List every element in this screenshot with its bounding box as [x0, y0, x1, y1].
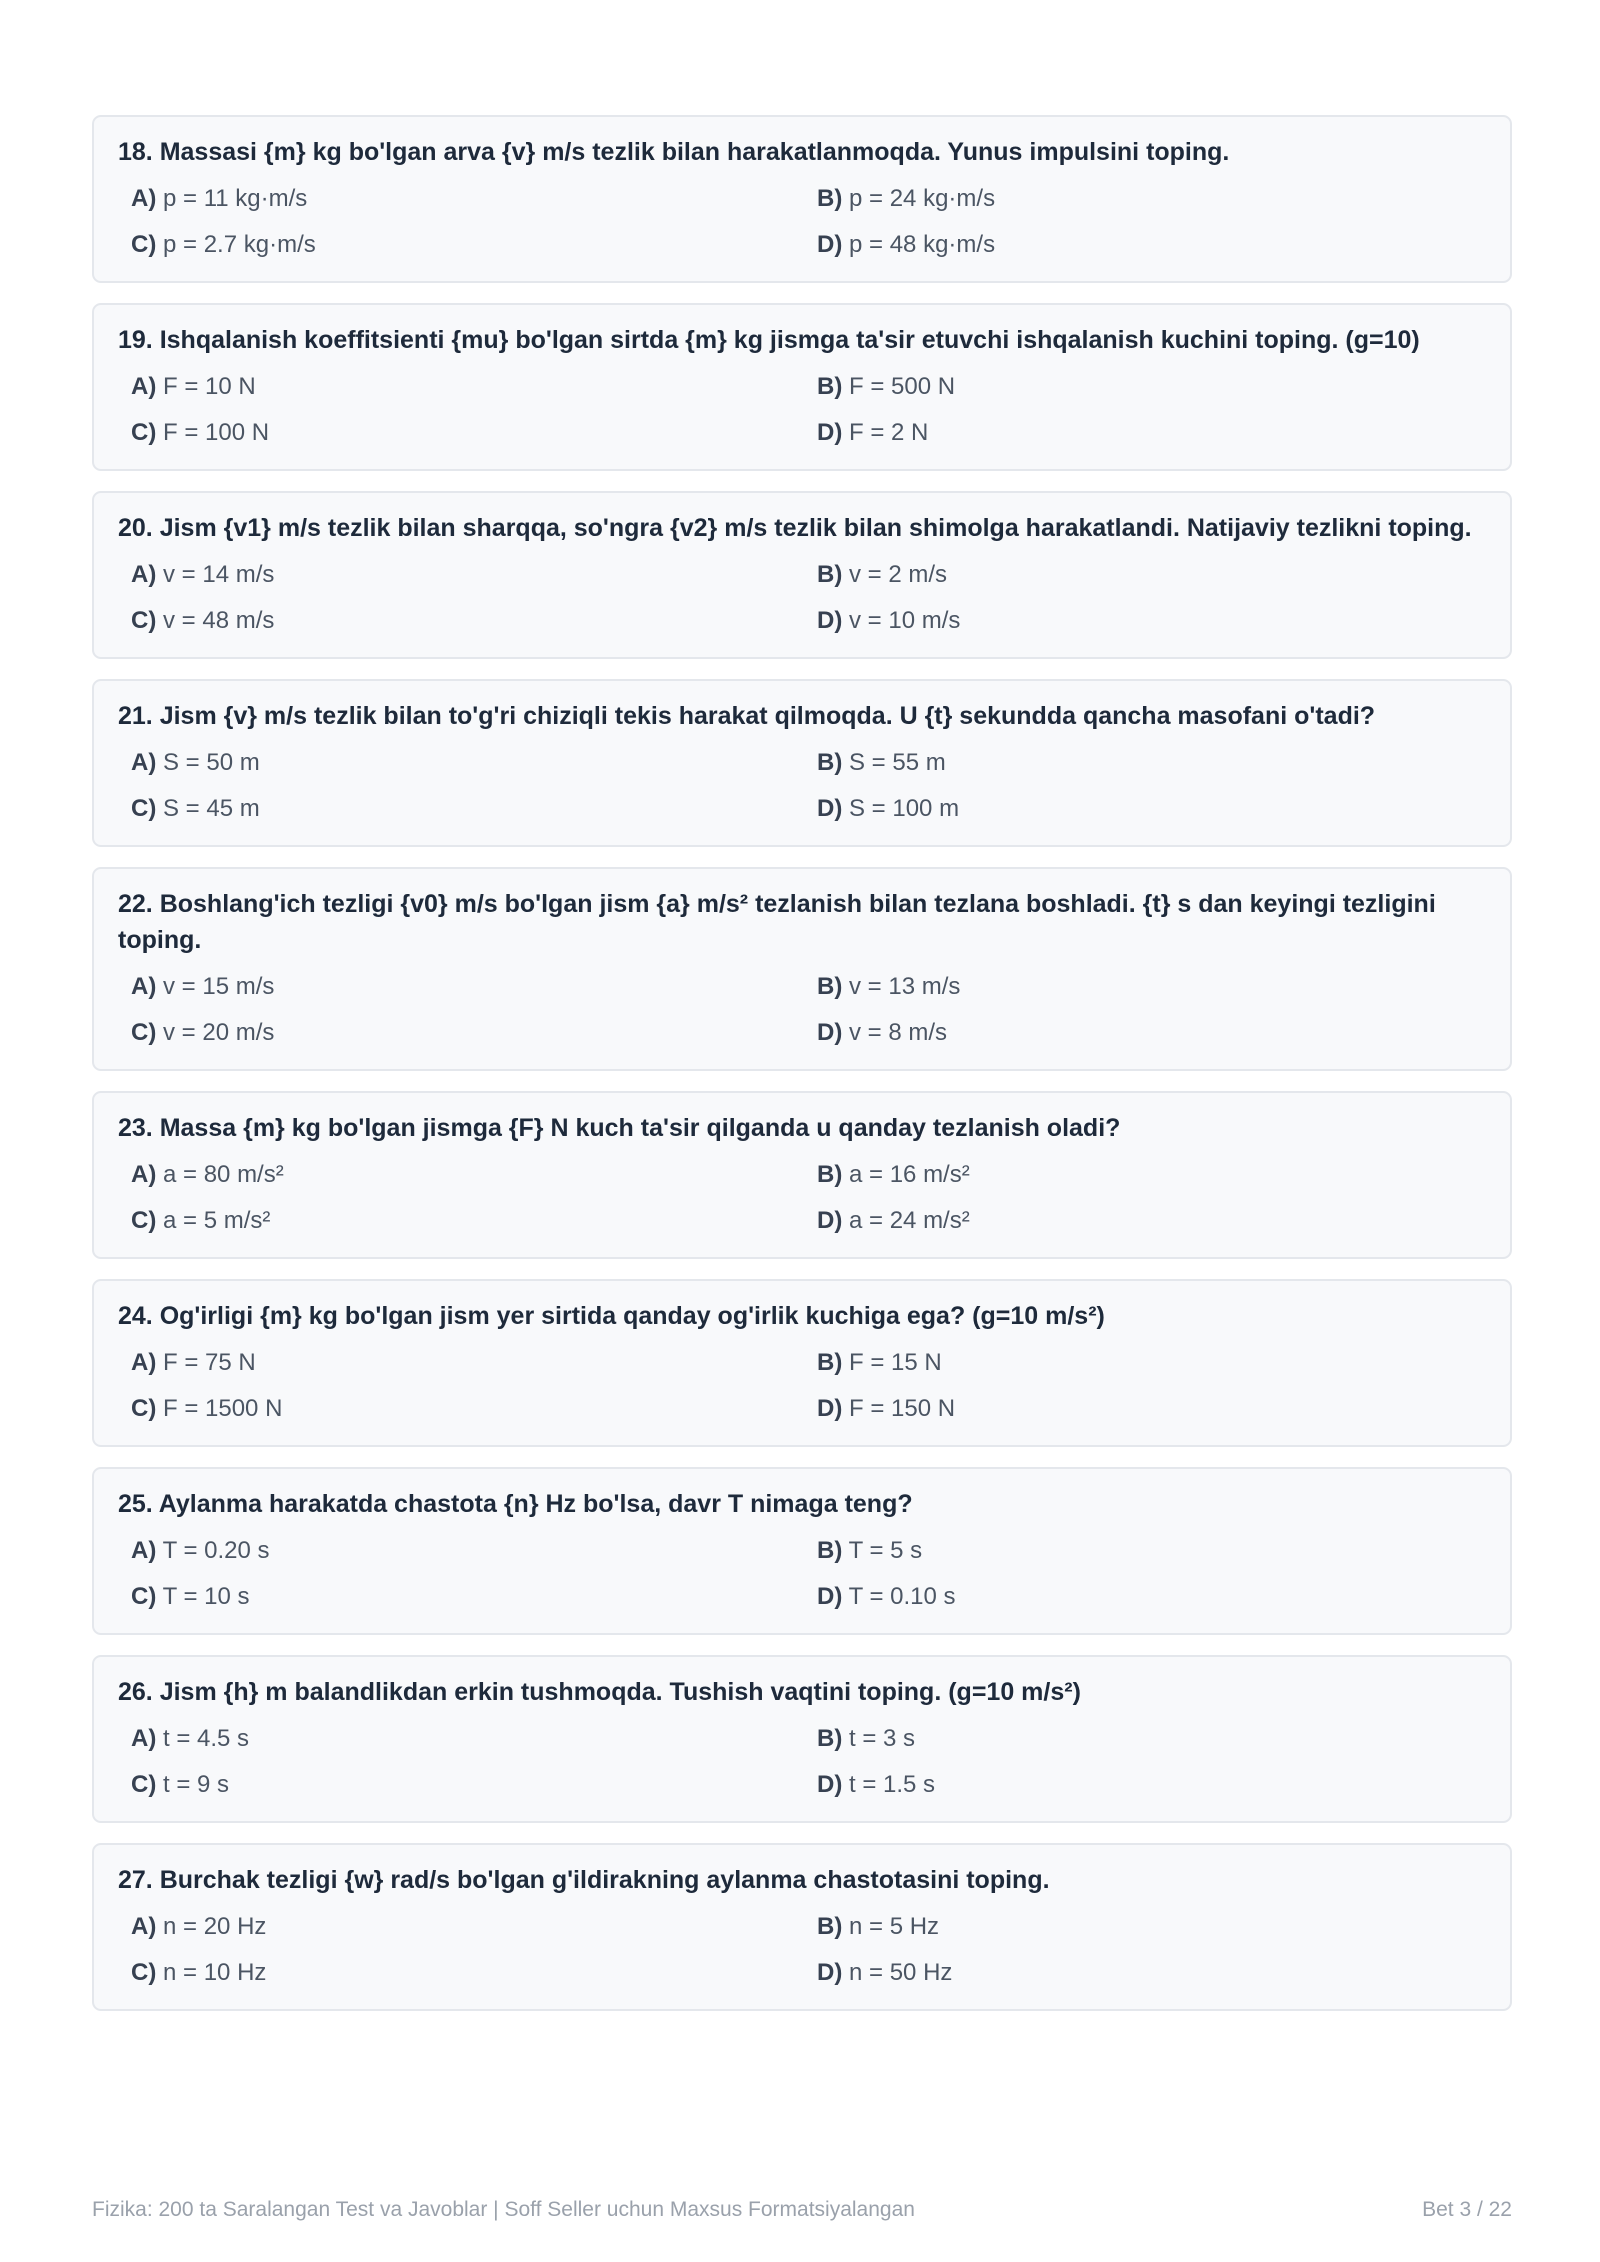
question-card-22	[92, 867, 1512, 1071]
answer-options	[118, 969, 1486, 1051]
option-text: v = 15 m/s	[163, 973, 275, 1000]
answer-options	[118, 1157, 1486, 1239]
answer-options	[118, 181, 1486, 263]
option-text: t = 1.5 s	[849, 1771, 936, 1798]
question-card-19	[92, 303, 1512, 471]
option-b	[817, 369, 1503, 405]
option-letter: D)	[817, 1207, 843, 1234]
option-text: S = 45 m	[163, 795, 260, 822]
option-letter: A)	[131, 973, 157, 1000]
answer-options	[118, 557, 1486, 639]
option-text: a = 80 m/s²	[163, 1161, 284, 1188]
option-text: F = 15 N	[849, 1349, 942, 1376]
option-letter: B)	[817, 1537, 843, 1564]
option-text: v = 2 m/s	[849, 561, 948, 588]
option-b	[817, 181, 1503, 217]
option-letter: A)	[131, 1725, 157, 1752]
option-text: T = 10 s	[162, 1583, 250, 1610]
option-letter: A)	[131, 749, 157, 776]
option-c	[131, 791, 817, 827]
option-text: S = 50 m	[163, 749, 260, 776]
option-letter: C)	[131, 419, 157, 446]
option-c	[131, 1579, 817, 1615]
option-text: T = 5 s	[848, 1537, 923, 1564]
option-text: F = 150 N	[849, 1395, 956, 1422]
option-letter: C)	[131, 607, 157, 634]
question-text: 19. Ishqalanish koeffitsienti {mu} bo'lgan sirtda {m} kg jismga ta'sir etuvchi ishqalanish kuchini toping. (g=10)	[118, 326, 1420, 354]
question-card-21	[92, 679, 1512, 847]
option-text: F = 10 N	[163, 373, 256, 400]
question-text: 21. Jism {v} m/s tezlik bilan to'g'ri chiziqli tekis harakat qilmoqda. U {t} sekundda qancha masofani o'tadi?	[118, 702, 1376, 730]
option-letter: D)	[817, 795, 843, 822]
option-letter: C)	[131, 795, 157, 822]
option-letter: A)	[131, 373, 157, 400]
option-text: p = 11 kg·m/s	[163, 185, 308, 212]
option-letter: B)	[817, 561, 843, 588]
question-text: 27. Burchak tezligi {w} rad/s bo'lgan g'ildirakning aylanma chastotasini toping.	[118, 1866, 1050, 1894]
option-text: a = 24 m/s²	[849, 1207, 970, 1234]
option-letter: C)	[131, 1019, 157, 1046]
option-text: n = 20 Hz	[163, 1913, 267, 1940]
question-text: 20. Jism {v1} m/s tezlik bilan sharqqa, so'ngra {v2} m/s tezlik bilan shimolga harakatlandi. Natijaviy tezlikni toping.	[118, 514, 1472, 542]
option-letter: C)	[131, 1771, 157, 1798]
option-text: T = 0.20 s	[162, 1537, 270, 1564]
option-d	[817, 1767, 1503, 1803]
option-text: v = 10 m/s	[849, 607, 961, 634]
answer-options	[118, 369, 1486, 451]
answer-options	[118, 1721, 1486, 1803]
question-card-24	[92, 1279, 1512, 1447]
option-d	[817, 1203, 1503, 1239]
option-text: a = 16 m/s²	[849, 1161, 970, 1188]
question-text: 18. Massasi {m} kg bo'lgan arva {v} m/s tezlik bilan harakatlanmoqda. Yunus impulsini toping.	[118, 138, 1230, 166]
option-letter: D)	[817, 1019, 843, 1046]
option-letter: A)	[131, 1161, 157, 1188]
option-letter: A)	[131, 1537, 157, 1564]
option-c	[131, 603, 817, 639]
option-d	[817, 791, 1503, 827]
question-text: 24. Og'irligi {m} kg bo'lgan jism yer sirtida qanday og'irlik kuchiga ega? (g=10 m/s²)	[118, 1302, 1105, 1330]
option-b	[817, 969, 1503, 1005]
option-text: F = 1500 N	[163, 1395, 283, 1422]
option-d	[817, 603, 1503, 639]
option-a	[131, 745, 817, 781]
option-letter: D)	[817, 1771, 843, 1798]
question-card-25	[92, 1467, 1512, 1635]
option-letter: D)	[817, 607, 843, 634]
option-d	[817, 1579, 1503, 1615]
option-d	[817, 415, 1503, 451]
option-letter: B)	[817, 373, 843, 400]
option-text: p = 2.7 kg·m/s	[163, 231, 316, 258]
question-card-26	[92, 1655, 1512, 1823]
option-text: t = 4.5 s	[163, 1725, 250, 1752]
option-b	[817, 1721, 1503, 1757]
option-d	[817, 227, 1503, 263]
option-text: F = 100 N	[163, 419, 270, 446]
option-letter: B)	[817, 973, 843, 1000]
question-text: 22. Boshlang'ich tezligi {v0} m/s bo'lgan jism {a} m/s² tezlanish bilan tezlana boshladi. {t} s dan keyingi tezligini toping.	[118, 890, 1436, 954]
question-list	[92, 115, 1512, 2031]
question-card-23	[92, 1091, 1512, 1259]
option-text: v = 14 m/s	[163, 561, 275, 588]
option-letter: D)	[817, 1395, 843, 1422]
option-a	[131, 1533, 817, 1569]
option-text: S = 55 m	[849, 749, 946, 776]
option-letter: A)	[131, 561, 157, 588]
option-c	[131, 1015, 817, 1051]
option-letter: D)	[817, 419, 843, 446]
answer-options	[118, 745, 1486, 827]
option-text: n = 50 Hz	[849, 1959, 953, 1986]
option-b	[817, 1157, 1503, 1193]
option-c	[131, 227, 817, 263]
option-c	[131, 1203, 817, 1239]
option-b	[817, 745, 1503, 781]
option-letter: B)	[817, 1725, 843, 1752]
option-letter: A)	[131, 1349, 157, 1376]
option-letter: B)	[817, 1349, 843, 1376]
option-letter: A)	[131, 1913, 157, 1940]
option-letter: D)	[817, 231, 843, 258]
option-a	[131, 969, 817, 1005]
option-a	[131, 181, 817, 217]
answer-options	[118, 1345, 1486, 1427]
answer-options	[118, 1533, 1486, 1615]
option-letter: B)	[817, 185, 843, 212]
option-a	[131, 1157, 817, 1193]
option-letter: D)	[817, 1959, 843, 1986]
option-text: n = 5 Hz	[849, 1913, 940, 1940]
page-footer	[92, 2196, 1512, 2224]
option-text: v = 8 m/s	[849, 1019, 948, 1046]
option-a	[131, 1345, 817, 1381]
option-text: n = 10 Hz	[163, 1959, 267, 1986]
question-card-18	[92, 115, 1512, 283]
option-b	[817, 557, 1503, 593]
footer-title: Fizika: 200 ta Saralangan Test va Javoblar | Soff Seller uchun Maxsus Formatsiyalangan	[92, 2198, 915, 2221]
option-c	[131, 1391, 817, 1427]
option-text: v = 48 m/s	[163, 607, 275, 634]
option-letter: D)	[817, 1583, 843, 1610]
option-text: S = 100 m	[849, 795, 960, 822]
answer-options	[118, 1909, 1486, 1991]
option-text: t = 9 s	[163, 1771, 230, 1798]
option-letter: C)	[131, 1207, 157, 1234]
question-text: 25. Aylanma harakatda chastota {n} Hz bo'lsa, davr T nimaga teng?	[118, 1490, 913, 1518]
question-card-20	[92, 491, 1512, 659]
option-text: v = 20 m/s	[163, 1019, 275, 1046]
option-text: v = 13 m/s	[849, 973, 961, 1000]
option-d	[817, 1015, 1503, 1051]
option-letter: B)	[817, 749, 843, 776]
option-a	[131, 557, 817, 593]
option-a	[131, 1721, 817, 1757]
option-a	[131, 1909, 817, 1945]
option-letter: B)	[817, 1161, 843, 1188]
option-text: p = 24 kg·m/s	[849, 185, 996, 212]
option-d	[817, 1391, 1503, 1427]
option-c	[131, 415, 817, 451]
option-letter: A)	[131, 185, 157, 212]
option-letter: C)	[131, 231, 157, 258]
question-text: 23. Massa {m} kg bo'lgan jismga {F} N kuch ta'sir qilganda u qanday tezlanish oladi?	[118, 1114, 1121, 1142]
question-card-27	[92, 1843, 1512, 2011]
option-text: F = 500 N	[849, 373, 956, 400]
option-letter: B)	[817, 1913, 843, 1940]
option-letter: C)	[131, 1959, 157, 1986]
option-letter: C)	[131, 1395, 157, 1422]
option-text: F = 75 N	[163, 1349, 256, 1376]
option-text: T = 0.10 s	[848, 1583, 956, 1610]
question-text: 26. Jism {h} m balandlikdan erkin tushmoqda. Tushish vaqtini toping. (g=10 m/s²)	[118, 1678, 1081, 1706]
option-b	[817, 1345, 1503, 1381]
option-d	[817, 1955, 1503, 1991]
option-c	[131, 1767, 817, 1803]
option-text: F = 2 N	[849, 419, 929, 446]
option-a	[131, 369, 817, 405]
option-text: p = 48 kg·m/s	[849, 231, 996, 258]
option-letter: C)	[131, 1583, 157, 1610]
option-b	[817, 1909, 1503, 1945]
option-c	[131, 1955, 817, 1991]
option-text: a = 5 m/s²	[163, 1207, 271, 1234]
page-number: Bet 3 / 22	[1422, 2198, 1512, 2221]
option-text: t = 3 s	[849, 1725, 916, 1752]
option-b	[817, 1533, 1503, 1569]
